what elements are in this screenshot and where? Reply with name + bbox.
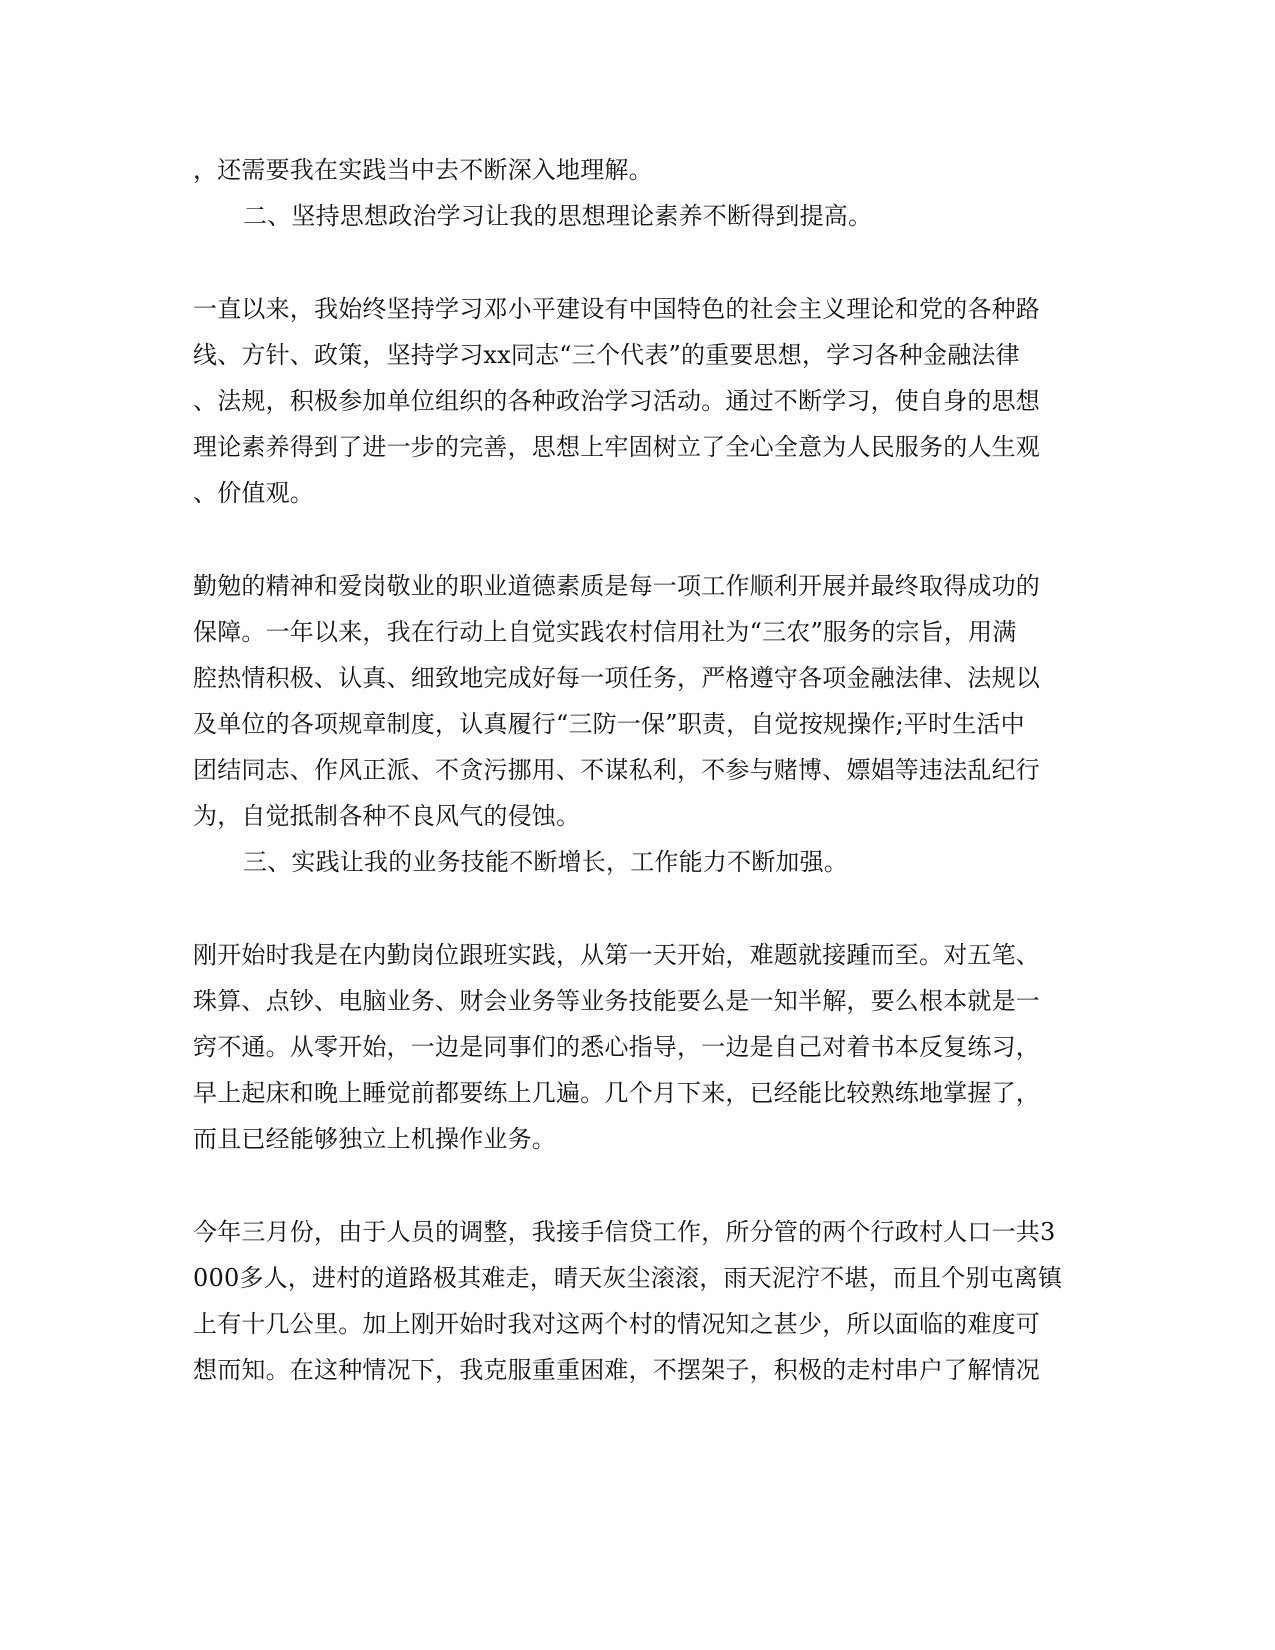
text-line-23: 想而知。在这种情况下，我克服重重困难，不摆架子，积极的走村串户了解情况 xyxy=(193,1356,1040,1384)
text-line-8: 勤勉的精神和爱岗敬业的职业道德素质是每一项工作顺利开展并最终取得成功的 xyxy=(193,572,1040,600)
text-line-9: 保障。一年以来，我在行动上自觉实践农村信用社为“三农”服务的宗旨，用满 xyxy=(193,618,1017,646)
text-line-20: 今年三月份，由于人员的调整，我接手信贷工作，所分管的两个行政村人口一共3 xyxy=(193,1218,1056,1246)
section-heading-3: 三、实践让我的业务技能不断增长，工作能力不断加强。 xyxy=(243,848,848,876)
section-heading-2: 二、坚持思想政治学习让我的思想理论素养不断得到提高。 xyxy=(243,202,873,230)
text-line-3: 一直以来，我始终坚持学习邓小平建设有中国特色的社会主义理论和党的各种路 xyxy=(193,295,1040,323)
text-line-10: 腔热情积极、认真、细致地完成好每一项任务，严格遵守各项金融法律、法规以 xyxy=(193,664,1040,692)
text-line-16: 珠算、点钞、电脑业务、财会业务等业务技能要么是一知半解，要么根本就是一 xyxy=(193,987,1040,1015)
text-line-4: 线、方针、政策，坚持学习xx同志“三个代表”的重要思想，学习各种金融法律 xyxy=(193,341,1020,369)
text-line-5: 、法规，积极参加单位组织的各种政治学习活动。通过不断学习，使自身的思想 xyxy=(193,387,1040,415)
text-line-15: 刚开始时我是在内勤岗位跟班实践，从第一天开始，难题就接踵而至。对五笔、 xyxy=(193,941,1040,969)
text-line-13: 为，自觉抵制各种不良风气的侵蚀。 xyxy=(193,802,581,830)
text-line-11: 及单位的各项规章制度，认真履行“三防一保”职责，自觉按规操作;平时生活中 xyxy=(193,710,1025,738)
text-line-21: 000多人，进村的道路极其难走，晴天灰尘滚滚，雨天泥泞不堪，而且个别屯离镇 xyxy=(193,1264,1063,1292)
text-line-1: ，还需要我在实践当中去不断深入地理解。 xyxy=(193,156,653,184)
text-line-17: 窍不通。从零开始，一边是同事们的悉心指导，一边是自己对着书本反复练习， xyxy=(193,1033,1040,1061)
text-line-12: 团结同志、作风正派、不贪污挪用、不谋私利，不参与赌博、嫖娼等违法乱纪行 xyxy=(193,756,1040,784)
text-line-18: 早上起床和晚上睡觉前都要练上几遍。几个月下来，已经能比较熟练地掌握了， xyxy=(193,1079,1040,1107)
text-line-7: 、价值观。 xyxy=(193,479,314,507)
text-line-19: 而且已经能够独立上机操作业务。 xyxy=(193,1125,556,1153)
text-line-6: 理论素养得到了进一步的完善，思想上牢固树立了全心全意为人民服务的人生观 xyxy=(193,433,1040,461)
text-line-22: 上有十几公里。加上刚开始时我对这两个村的情况知之甚少，所以面临的难度可 xyxy=(193,1310,1040,1338)
